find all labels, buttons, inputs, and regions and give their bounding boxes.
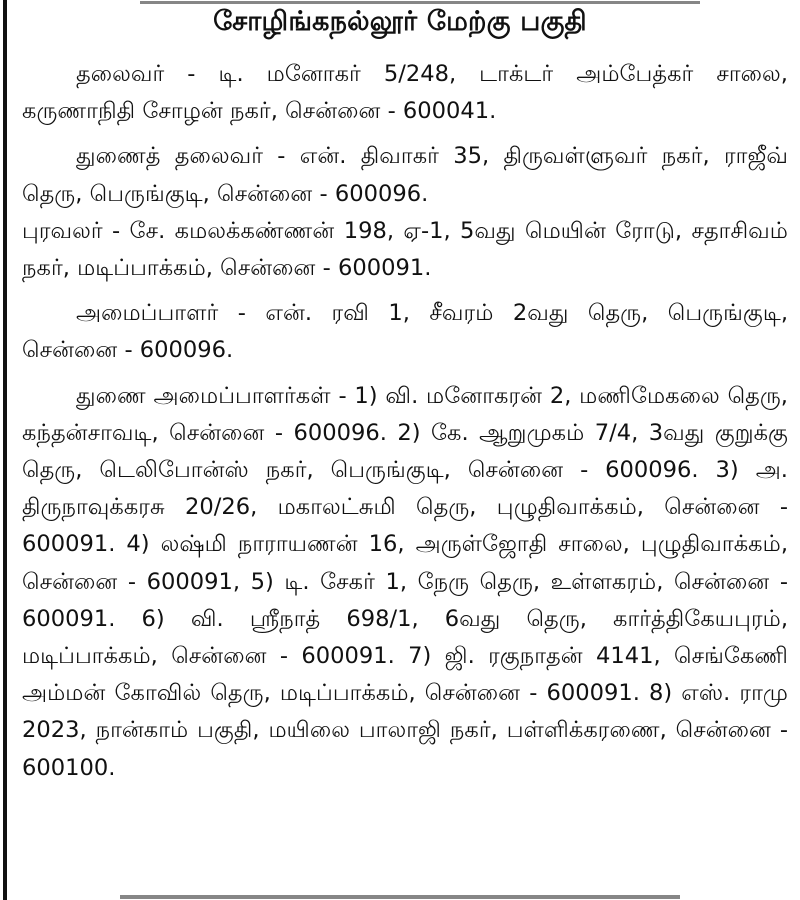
paragraph-vice-president: துணைத் தலைவர் - என். திவாகர் 35, திருவள்ளுவர் நகர், ராஜீவ் தெரு, பெருங்குடி, சென்னை - 600096. [22,143,788,207]
cropped-previous-text [140,0,700,5]
section-heading: சோழிங்கநல்லூர் மேற்கு பகுதி [213,6,587,37]
left-column-rule [3,0,7,900]
cropped-next-text [120,893,680,900]
article-body [22,56,788,787]
paragraph-organizer: அமைப்பாளர் - என். ரவி 1, சீவரம் 2வது தெரு, பெருங்குடி, சென்னை - 600096. [22,300,788,364]
paragraph-deputy-organizers: துணை அமைப்பாளர்கள் - 1) வி. மனோகரன் 2, மணிமேகலை தெரு, கந்தன்சாவடி, சென்னை - 600096. 2) கே. ஆறுமுகம் 7/4, 3வது குறுக்கு தெரு, டெலிபோன்ஸ் நகர், பெருங்குடி, சென்னை - 600096. 3) அ. திருநாவுக்கரசு 20/26, மகாலட்சுமி தெரு, புழுதிவாக்கம், சென்னை - 600091. 4) லஷ்மி நாராயணன் 16, அருள்ஜோதி சாலை, புழுதிவாக்கம், சென்னை - 600091, 5) டி. சேகர் 1, நேரு தெரு, உள்ளகரம், சென்னை - 600091. 6) வி. ஸ்ரீநாத் 698/1, 6வது தெரு, கார்த்திகேயபுரம், மடிப்பாக்கம், சென்னை - 600091. 7) ஜி. ரகுநாதன் 4141, செங்கேணி அம்மன் கோவில் தெரு, மடிப்பாக்கம், சென்னை - 600091. 8) எஸ். ராமு 2023, நான்காம் பகுதி, மயிலை பாலாஜி நகர், பள்ளிக்கரணை, சென்னை - 600100. [22,382,788,781]
paragraph-president: தலைவர் - டி. மனோகர் 5/248, டாக்டர் அம்பேத்கர் சாலை, கருணாநிதி சோழன் நகர், சென்னை - 600041. [22,61,788,125]
paragraph-patron: புரவலர் - சே. கமலக்கண்ணன் 198, ஏ-1, 5வது மெயின் ரோடு, சதாசிவம் நகர், மடிப்பாக்கம், சென்னை - 600091. [22,217,788,282]
